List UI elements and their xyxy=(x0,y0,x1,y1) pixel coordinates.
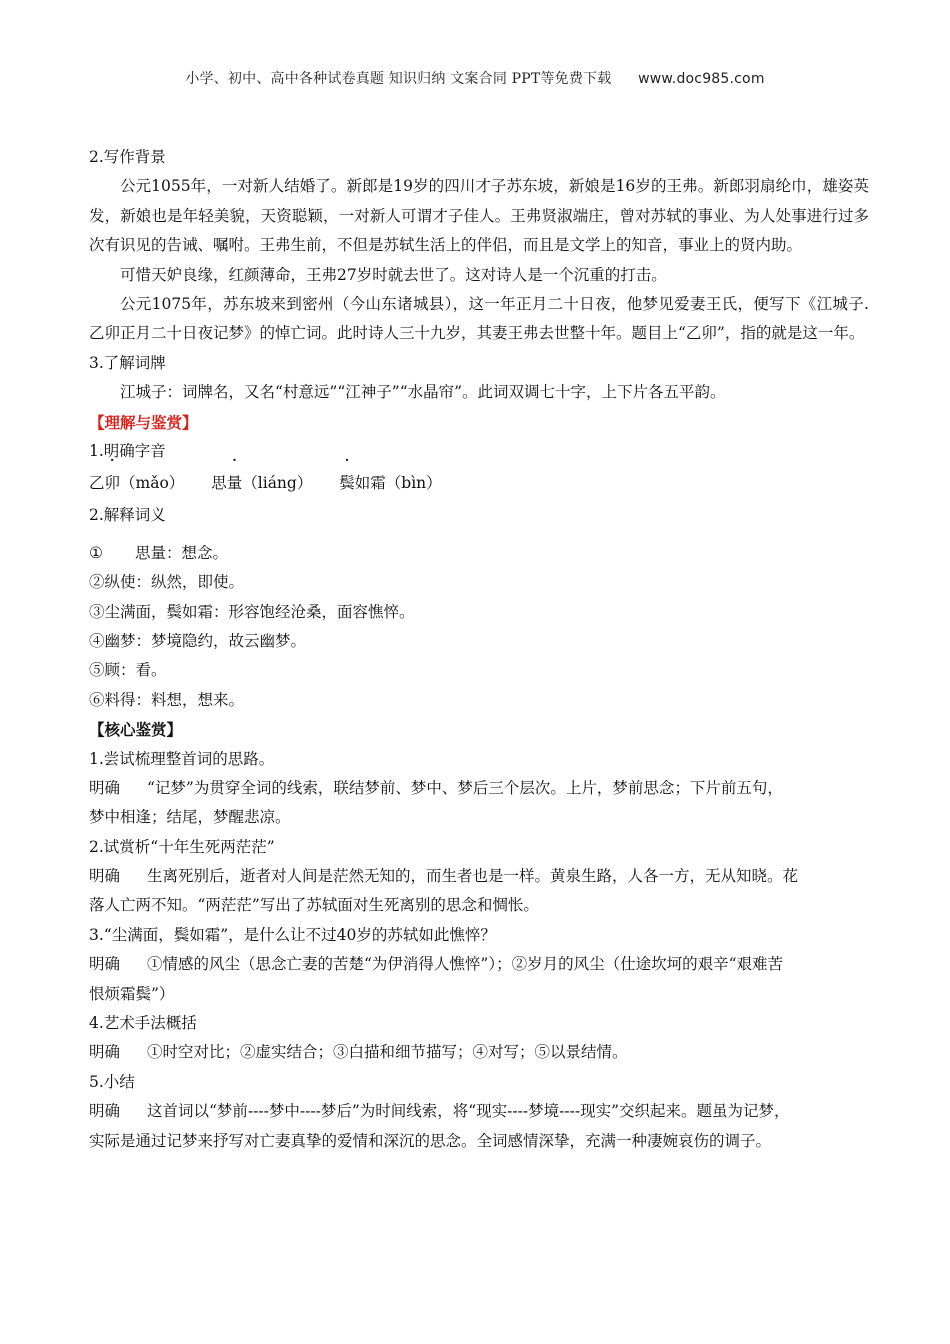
section-title: 3.了解词牌 xyxy=(89,353,166,372)
header-text: 小学、初中、高中各种试卷真题 知识归纳 文案合同 PPT等免费下载 xyxy=(185,71,612,87)
answer-cont: 恨烦霜鬓”） xyxy=(89,984,175,1003)
paragraph: 公元1055年，一对新人结婚了。新郎是19岁的四川才子苏东坡，新娘是16岁的王弗。新郎羽扇纶巾，雄姿英发，新娘也是年轻美貌，天资聪颖，一对新人可谓才子佳人。王弗贤淑端庄，曾对苏轼的事业、为人处事进行过多次有识见的告诫、嘱咐。王弗生前，不但是苏轼生活上的伴侣，而且是文学上的知音，事业上的贤内助。 xyxy=(89,177,869,255)
definition-item: ②纵使：纵然，即使。 xyxy=(89,573,245,592)
header-url[interactable]: www.doc985.com xyxy=(638,71,765,87)
definition-item: ⑥料得：料想，想来。 xyxy=(89,690,245,709)
question: 1.尝试梳理整首词的思路。 xyxy=(89,749,275,768)
question: 2.试赏析“十年生死两茫茫” xyxy=(89,837,275,856)
pronunciation-item: 思量（liáng） xyxy=(211,469,312,498)
answer: 明确 “记梦”为贯穿全词的线索，联结梦前、梦中、梦后三个层次。上片，梦前思念；下片前五句， xyxy=(89,778,783,797)
paragraph: 江城子：词牌名，又名“村意远”“江神子”“水晶帘”。此词双调七十字，上下片各五平韵。 xyxy=(120,383,726,402)
pronunciation-row xyxy=(89,466,869,501)
definition-item: ⑤顾：看。 xyxy=(89,661,167,680)
section-title: 2.写作背景 xyxy=(89,148,166,166)
answer: 明确 ①时空对比；②虚实结合；③白描和细节描写；④对写；⑤以景结情。 xyxy=(89,1043,628,1062)
page-header xyxy=(0,68,950,88)
section-heading-understand: 【理解与鉴赏】 xyxy=(89,412,198,432)
answer: 明确 生离死别后，逝者对人间是茫然无知的，而生者也是一样。黄泉生路，人各一方，无从知晓。花 xyxy=(89,867,799,886)
definition-item: ④幽梦：梦境隐约，故云幽梦。 xyxy=(89,631,307,650)
paragraph: 可惜天妒良缘，红颜薄命，王弗27岁时就去世了。这对诗人是一个沉重的打击。 xyxy=(120,265,667,284)
emphasis-dot-char: 鬓 xyxy=(339,474,355,493)
main-content xyxy=(89,143,869,1156)
answer: 明确 这首词以“梦前----梦中----梦后”为时间线索，将“现实----梦境----现实”交织起来。题虽为记梦， xyxy=(89,1102,790,1121)
subsection-title: 1.明确字音 xyxy=(89,442,166,461)
question: 3.“尘满面，鬓如霜”，是什么让不过40岁的苏轼如此憔悴？ xyxy=(89,925,496,944)
answer-cont: 落人亡两不知。“两茫茫”写出了苏轼面对生死离别的思念和惆怅。 xyxy=(89,896,539,915)
definition-item: ① 思量：想念。 xyxy=(89,543,229,562)
subsection-title: 2.解释词义 xyxy=(89,506,166,525)
pronunciation-item: 乙卯（mǎo） xyxy=(89,469,184,498)
pronunciation-item: 鬓如霜（bìn） xyxy=(339,469,441,498)
question: 5.小结 xyxy=(89,1072,135,1091)
paragraph: 公元1075年，苏东坡来到密州（今山东诸城县），这一年正月二十日夜，他梦见爱妻王氏，便写下《江城子.乙卯正月二十日夜记梦》的悼亡词。此时诗人三十九岁，其妻王弗去世整十年。题目上“乙卯”，指的就是这一年。 xyxy=(89,295,869,343)
emphasis-dot-char: 卯 xyxy=(104,474,121,493)
answer-cont: 梦中相逢；结尾，梦醒悲凉。 xyxy=(89,808,291,827)
emphasis-dot-char: 量 xyxy=(226,474,243,493)
section-heading-core: 【核心鉴赏】 xyxy=(89,720,183,740)
question: 4.艺术手法概括 xyxy=(89,1014,197,1033)
definition-item: ③尘满面，鬓如霜：形容饱经沧桑，面容憔悴。 xyxy=(89,602,415,621)
answer: 明确 ①情感的风尘（思念亡妻的苦楚“为伊消得人憔悴”）；②岁月的风尘（仕途坎坷的艰辛“艰难苦 xyxy=(89,955,784,974)
answer-cont: 实际是通过记梦来抒写对亡妻真挚的爱情和深沉的思念。全词感情深挚，充满一种凄婉哀伤的调子。 xyxy=(89,1131,772,1150)
